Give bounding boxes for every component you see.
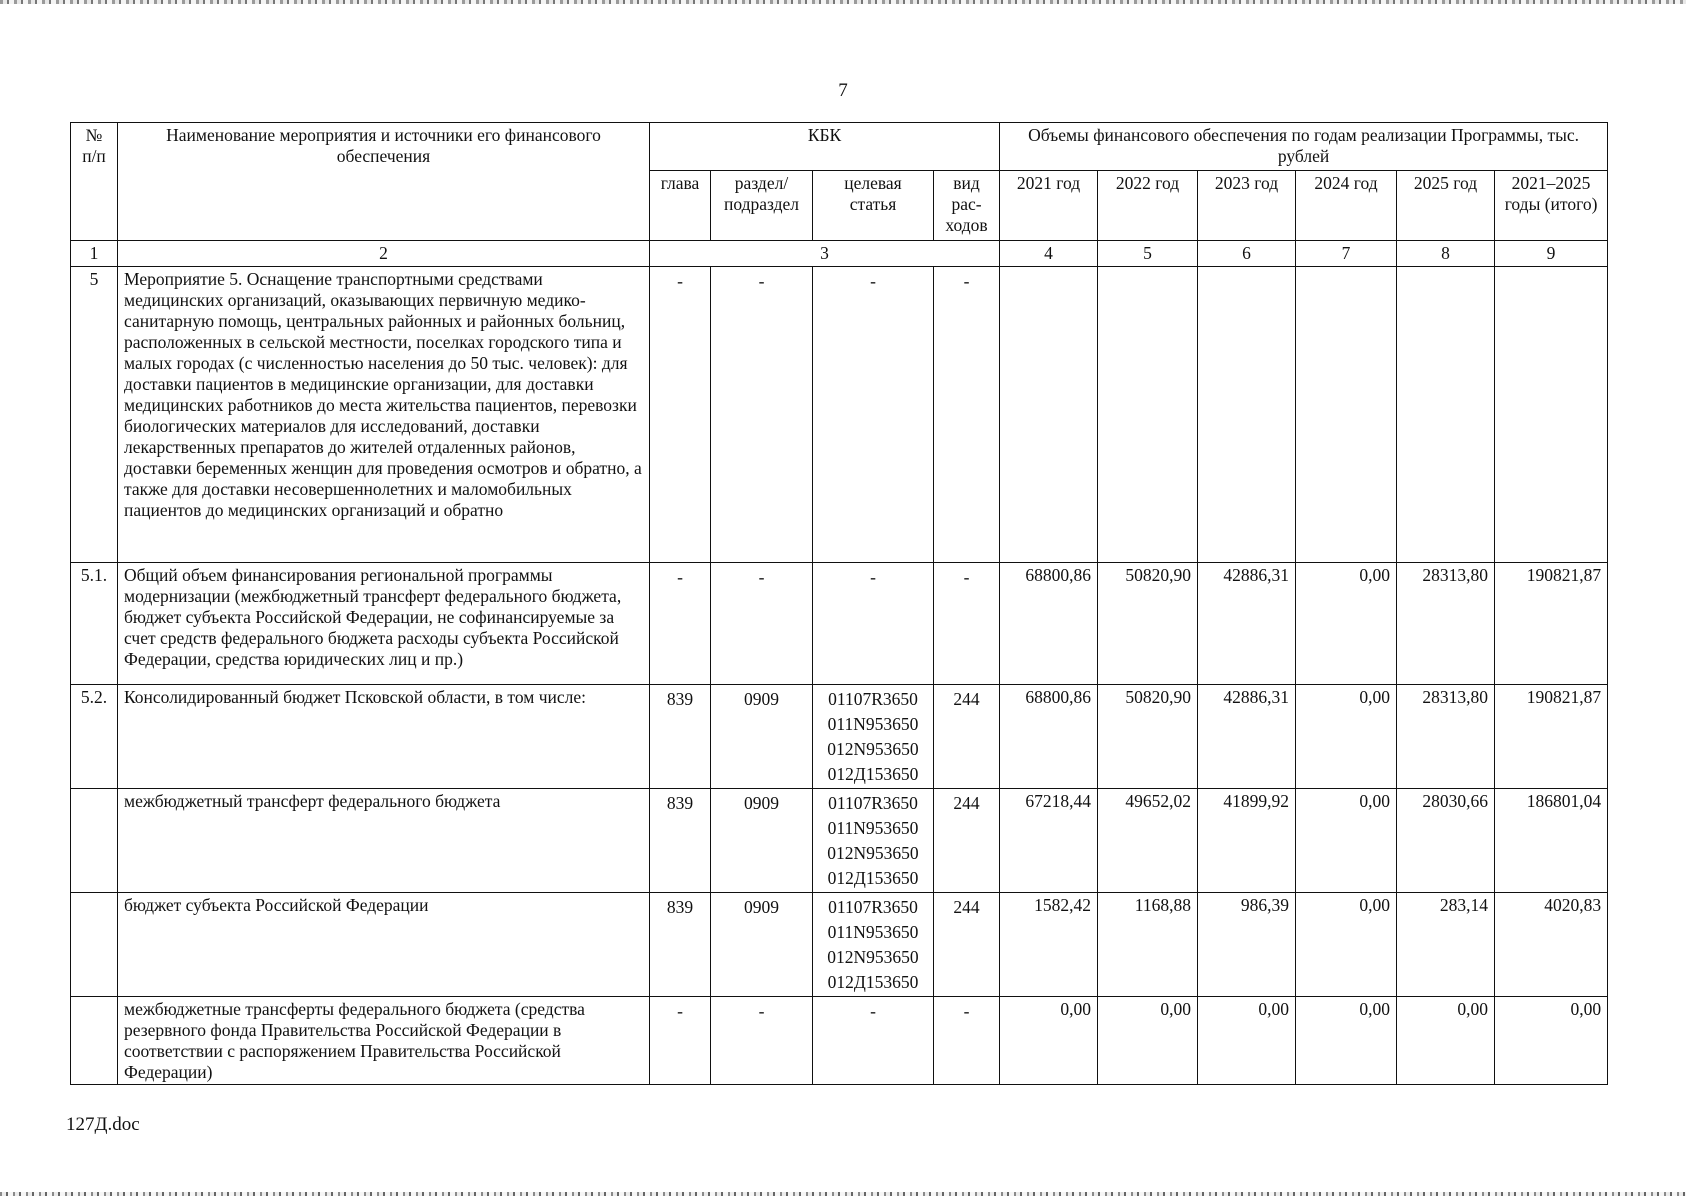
cell-2024: [1296, 267, 1397, 563]
cell-2023: 41899,92: [1198, 789, 1296, 893]
target-code: 012N953650: [827, 947, 919, 967]
column-number: 4: [1000, 241, 1098, 267]
table-row: [71, 997, 1608, 1085]
target-code: -: [870, 271, 876, 291]
row-number: [71, 893, 118, 997]
cell-2024: 0,00: [1296, 563, 1397, 685]
row-number: [71, 997, 118, 1085]
column-number: 9: [1495, 241, 1608, 267]
target-code: 012N953650: [827, 739, 919, 759]
cell-total: 186801,04: [1495, 789, 1608, 893]
table-row: [71, 685, 1608, 789]
cell-2025: 28313,80: [1397, 563, 1495, 685]
column-number: 7: [1296, 241, 1397, 267]
column-number: 2: [118, 241, 650, 267]
cell-2023: 42886,31: [1198, 563, 1296, 685]
cell-2021: 0,00: [1000, 997, 1098, 1085]
scan-edge-top: [0, 0, 1686, 4]
target-code: 01107R3650: [828, 897, 918, 917]
row-number: [71, 789, 118, 893]
table-row: [71, 563, 1608, 685]
table-row: [71, 893, 1608, 997]
cell-glava: -: [650, 997, 711, 1085]
cell-razdel: 0909: [711, 685, 813, 789]
table-row: [71, 789, 1608, 893]
target-code: 01107R3650: [828, 793, 918, 813]
header-kbk: КБК: [650, 123, 1000, 171]
row-name: межбюджетный трансферт федерального бюджета: [118, 789, 650, 893]
cell-vid: 244: [934, 789, 1000, 893]
cell-2021: 1582,42: [1000, 893, 1098, 997]
cell-razdel: -: [711, 997, 813, 1085]
cell-2024: 0,00: [1296, 997, 1397, 1085]
header-2023: 2023 год: [1198, 171, 1296, 241]
cell-statya: [813, 267, 934, 563]
cell-2023: 0,00: [1198, 997, 1296, 1085]
cell-2024: 0,00: [1296, 685, 1397, 789]
cell-razdel: -: [711, 563, 813, 685]
cell-glava: -: [650, 267, 711, 563]
target-code: 011N953650: [827, 714, 919, 734]
cell-glava: 839: [650, 789, 711, 893]
cell-razdel: -: [711, 267, 813, 563]
cell-2025: 28030,66: [1397, 789, 1495, 893]
cell-2022: 1168,88: [1098, 893, 1198, 997]
cell-total: 190821,87: [1495, 563, 1608, 685]
header-vid: вид рас-ходов: [934, 171, 1000, 241]
header-2024: 2024 год: [1296, 171, 1397, 241]
cell-2021: 67218,44: [1000, 789, 1098, 893]
target-code: 011N953650: [827, 818, 919, 838]
target-code: 01107R3650: [828, 689, 918, 709]
cell-razdel: 0909: [711, 789, 813, 893]
row-name: Мероприятие 5. Оснащение транспортными средствами медицинских организаций, оказывающих первичную медико-санитарную помощь, центральных районных и районных больниц, расположенных в сельской местности, поселках городского типа и малых городах (с численностью населения до 50 тыс. человек): для доставки пациентов в медицинские организации, для доставки медицинских работников до места жительства пациентов, перевозки биологических материалов для исследований, доставки лекарственных препаратов до жителей отдаленных районов, доставки беременных женщин для проведения осмотров и обратно, а также для доставки несовершеннолетних и маломобильных пациентов до медицинских организаций и обратно: [118, 267, 650, 563]
cell-2022: 50820,90: [1098, 563, 1198, 685]
cell-2023: [1198, 267, 1296, 563]
cell-statya: [813, 789, 934, 893]
cell-vid: 244: [934, 685, 1000, 789]
cell-razdel: 0909: [711, 893, 813, 997]
header-volumes: Объемы финансового обеспечения по годам реализации Программы, тыс. рублей: [1000, 123, 1608, 171]
column-number: 8: [1397, 241, 1495, 267]
cell-glava: 839: [650, 893, 711, 997]
cell-vid: -: [934, 997, 1000, 1085]
cell-2021: 68800,86: [1000, 563, 1098, 685]
cell-2025: 283,14: [1397, 893, 1495, 997]
target-code: 012N953650: [827, 843, 919, 863]
cell-statya: [813, 563, 934, 685]
page-number: 7: [838, 80, 848, 101]
cell-statya: [813, 997, 934, 1085]
cell-vid: -: [934, 563, 1000, 685]
target-code: 011N953650: [827, 922, 919, 942]
cell-2023: 986,39: [1198, 893, 1296, 997]
header-2025: 2025 год: [1397, 171, 1495, 241]
target-code: -: [870, 1001, 876, 1021]
cell-2024: 0,00: [1296, 893, 1397, 997]
cell-glava: -: [650, 563, 711, 685]
header-name: Наименование мероприятия и источники его финансового обеспечения: [118, 123, 650, 241]
cell-2024: 0,00: [1296, 789, 1397, 893]
row-name: бюджет субъекта Российской Федерации: [118, 893, 650, 997]
column-number: 3: [650, 241, 1000, 267]
row-number: 5.2.: [71, 685, 118, 789]
header-glava: глава: [650, 171, 711, 241]
cell-2022: 50820,90: [1098, 685, 1198, 789]
target-code: 012Д153650: [827, 764, 919, 784]
cell-2022: [1098, 267, 1198, 563]
column-number-row: [71, 241, 1608, 267]
cell-vid: -: [934, 267, 1000, 563]
target-code: 012Д153650: [827, 868, 919, 888]
row-name: Консолидированный бюджет Псковской области, в том числе:: [118, 685, 650, 789]
cell-total: 190821,87: [1495, 685, 1608, 789]
scan-edge-bottom: [0, 1192, 1686, 1196]
header-2022: 2022 год: [1098, 171, 1198, 241]
cell-total: [1495, 267, 1608, 563]
row-name: Общий объем финансирования региональной программы модернизации (межбюджетный трансферт федерального бюджета, бюджет субъекта Российской Федерации, не софинансируемые за счет средств федерального бюджета расходы субъекта Российской Федерации, средства юридических лиц и пр.): [118, 563, 650, 685]
column-number: 1: [71, 241, 118, 267]
cell-2021: [1000, 267, 1098, 563]
cell-glava: 839: [650, 685, 711, 789]
row-number: 5: [71, 267, 118, 563]
target-code: 012Д153650: [827, 972, 919, 992]
cell-vid: 244: [934, 893, 1000, 997]
cell-2022: 49652,02: [1098, 789, 1198, 893]
cell-2025: 0,00: [1397, 997, 1495, 1085]
row-name: межбюджетные трансферты федерального бюджета (средства резервного фонда Правительства Российской Федерации в соответствии с распоряжением Правительства Российской Федерации): [118, 997, 650, 1085]
cell-statya: [813, 893, 934, 997]
header-razdel: раздел/ подраздел: [711, 171, 813, 241]
column-number: 5: [1098, 241, 1198, 267]
table-row: [71, 267, 1608, 563]
column-number: 6: [1198, 241, 1296, 267]
cell-2025: [1397, 267, 1495, 563]
footer-filename: 127Д.doc: [66, 1114, 140, 1135]
cell-2022: 0,00: [1098, 997, 1198, 1085]
cell-2023: 42886,31: [1198, 685, 1296, 789]
target-code: -: [870, 567, 876, 587]
header-num: № п/п: [71, 123, 118, 241]
cell-2021: 68800,86: [1000, 685, 1098, 789]
cell-total: 4020,83: [1495, 893, 1608, 997]
header-statya: целевая статья: [813, 171, 934, 241]
header-total: 2021–2025 годы (итого): [1495, 171, 1608, 241]
cell-statya: [813, 685, 934, 789]
row-number: 5.1.: [71, 563, 118, 685]
header-2021: 2021 год: [1000, 171, 1098, 241]
cell-2025: 28313,80: [1397, 685, 1495, 789]
financing-table: [70, 122, 1608, 1085]
cell-total: 0,00: [1495, 997, 1608, 1085]
